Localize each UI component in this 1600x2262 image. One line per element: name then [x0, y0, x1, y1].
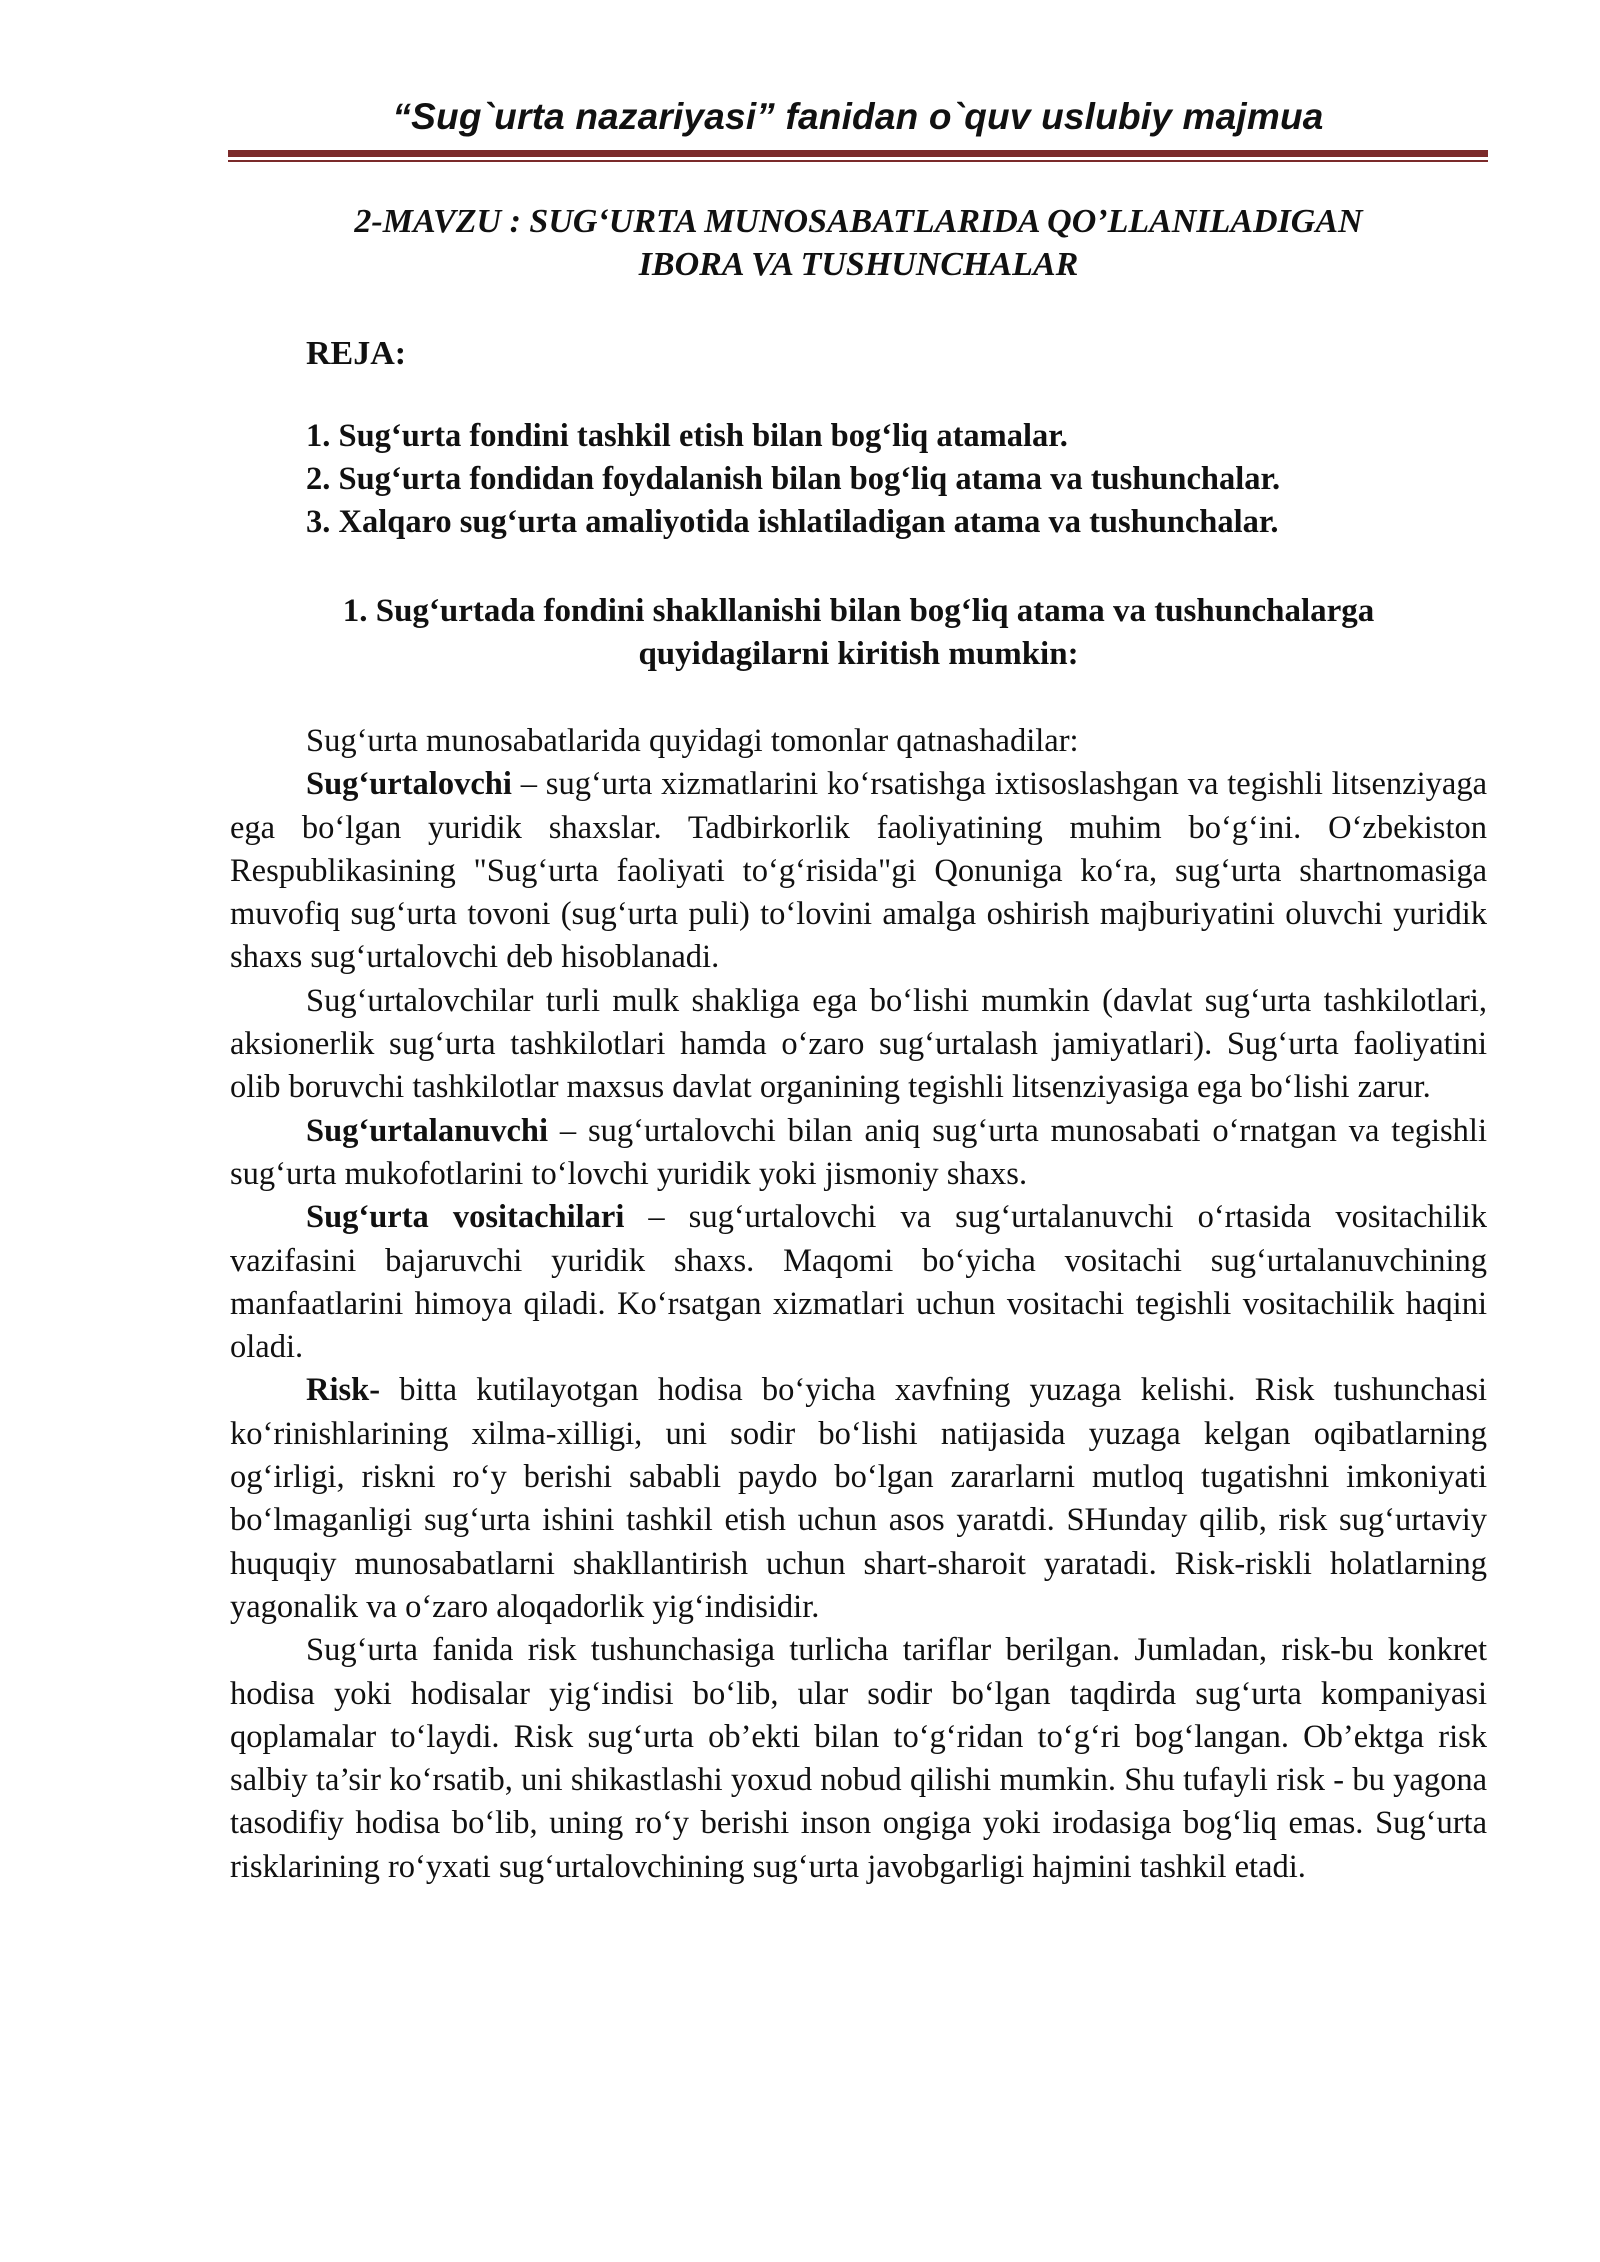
paragraph-sugurtalovchi: [230, 763, 1487, 979]
term-sugurtalanuvchi: Sug‘urtalanuvchi: [306, 1112, 549, 1149]
section-title-line1: 1. Sug‘urtada fondini shakllanishi bilan bog‘liq atama va tushunchalarga: [342, 593, 1375, 629]
paragraph-text: Sug‘urta fanida risk tushunchasiga turlicha tariflar berilgan. Jumladan, risk-bu konkret hodisa yoki hodisalar yig‘indisi bo‘lib, ular sodir bo‘lgan taqdirda sug‘urta kompaniyasi qoplamalar to‘laydi. Risk sug‘urta ob’ekti bilan to‘g‘ridan to‘g‘ri bog‘langan. Ob’ektga risk salbiy ta’sir ko‘rsatib, uni shikastlashi yoxud nobud qilishi mumkin. Shu tufayli risk - bu yagona tasodifiy hodisa bo‘lib, uning ro‘y berishi inson ongiga yoki irodasiga bog‘liq emas. Sug‘urta risklarining ro‘yxati sug‘urtalovchining sug‘urta javobgarligi hajmini tashkil etadi.: [230, 1632, 1487, 1885]
body-text: [230, 720, 1487, 1889]
topic-title-line2: IBORA VA TUSHUNCHALAR: [638, 246, 1079, 283]
plan-list: [306, 415, 1487, 544]
section-title-line2: quyidagilarni kiritish mumkin:: [638, 636, 1079, 672]
plan-item: 3. Xalqaro sug‘urta amaliyotida ishlatiladigan atama va tushunchalar.: [306, 504, 1279, 540]
paragraph-vositachilar: [230, 1196, 1487, 1369]
paragraph-intro: [230, 720, 1487, 763]
term-risk: Risk-: [306, 1372, 381, 1409]
plan-title: REJA:: [306, 335, 407, 372]
document-body: [230, 200, 1487, 1889]
paragraph-ownership: [230, 980, 1487, 1110]
topic-title: [230, 200, 1487, 286]
header-rule-thin: [228, 160, 1488, 162]
paragraph-risk: [230, 1369, 1487, 1629]
topic-title-line1: 2-MAVZU : SUG‘URTA MUNOSABATLARIDA QO’LLANILADIGAN: [354, 203, 1363, 240]
paragraph-text: bitta kutilayotgan hodisa bo‘yicha xavfning yuzaga kelishi. Risk tushunchasi ko‘rinishlarining xilma-xilligi, uni sodir bo‘lishi natijasida yuzaga kelgan oqibatlarning og‘irligi, riskni ro‘y berishi sababli paydo bo‘lgan zararlarni mutloq tugatishni imkoniyati bo‘lmaganligi sug‘urta ishini tashkil etish uchun asos yaratdi. SHunday qilib, risk sug‘urtaviy huquqiy munosabatlarni shakllantirish uchun shart-sharoit yaratadi. Risk-riskli holatlarning yagonalik va o‘zaro aloqadorlik yig‘indisidir.: [230, 1372, 1487, 1625]
paragraph-sugurtalanuvchi: [230, 1110, 1487, 1197]
header-rule-thick: [228, 150, 1488, 157]
paragraph-text: – sug‘urtalovchi va sug‘urtalanuvchi o‘rtasida vositachilik vazifasini bajaruvchi yuridik shaxs. Maqomi bo‘yicha vositachi sug‘urtalanuvchining manfaatlarini himoya qiladi. Ko‘rsatgan xizmatlari uchun vositachi tegishli vositachilik haqini oladi.: [230, 1199, 1487, 1366]
paragraph-text: – sug‘urtalovchi bilan aniq sug‘urta munosabati o‘rnatgan va tegishli sug‘urta mukofotlarini to‘lovchi yuridik yoki jismoniy shaxs.: [230, 1112, 1487, 1192]
plan-item: 2. Sug‘urta fondidan foydalanish bilan bog‘liq atama va tushunchalar.: [306, 461, 1281, 497]
paragraph-text: Sug‘urta munosabatlarida quyidagi tomonlar qatnashadilar:: [306, 723, 1079, 759]
term-sugurtalovchi: Sug‘urtalovchi: [306, 766, 512, 803]
page-header-title: “Sug`urta nazariyasi” fanidan o`quv uslubiy majmua: [392, 96, 1324, 137]
section-title: [230, 590, 1487, 676]
paragraph-text: Sug‘urtalovchilar turli mulk shakliga ega bo‘lishi mumkin (davlat sug‘urta tashkilotlari, aksionerlik sug‘urta tashkilotlari hamda o‘zaro sug‘urtalash jamiyatlari). Sug‘urta faoliyatini olib boruvchi tashkilotlar maxsus davlat organining tegishli litsenziyasiga ega bo‘lishi zarur.: [230, 982, 1487, 1106]
paragraph-risk-definitions: [230, 1629, 1487, 1889]
term-vositachilar: Sug‘urta vositachilari: [306, 1199, 625, 1236]
plan-item: 1. Sug‘urta fondini tashkil etish bilan bog‘liq atamalar.: [306, 418, 1068, 454]
paragraph-text: – sug‘urta xizmatlarini ko‘rsatishga ixtisoslashgan va tegishli litsenziyaga ega bo‘lgan yuridik shaxslar. Tadbirkorlik faoliyatining muhim bo‘g‘ini. O‘zbekiston Respublikasining "Sug‘urta faoliyati to‘g‘risida"gi Qonuniga ko‘ra, sug‘urta shartnomasiga muvofiq sug‘urta tovoni (sug‘urta puli) to‘lovini amalga oshirish majburiyatini oluvchi yuridik shaxs sug‘urtalovchi deb hisoblanadi.: [230, 766, 1487, 976]
